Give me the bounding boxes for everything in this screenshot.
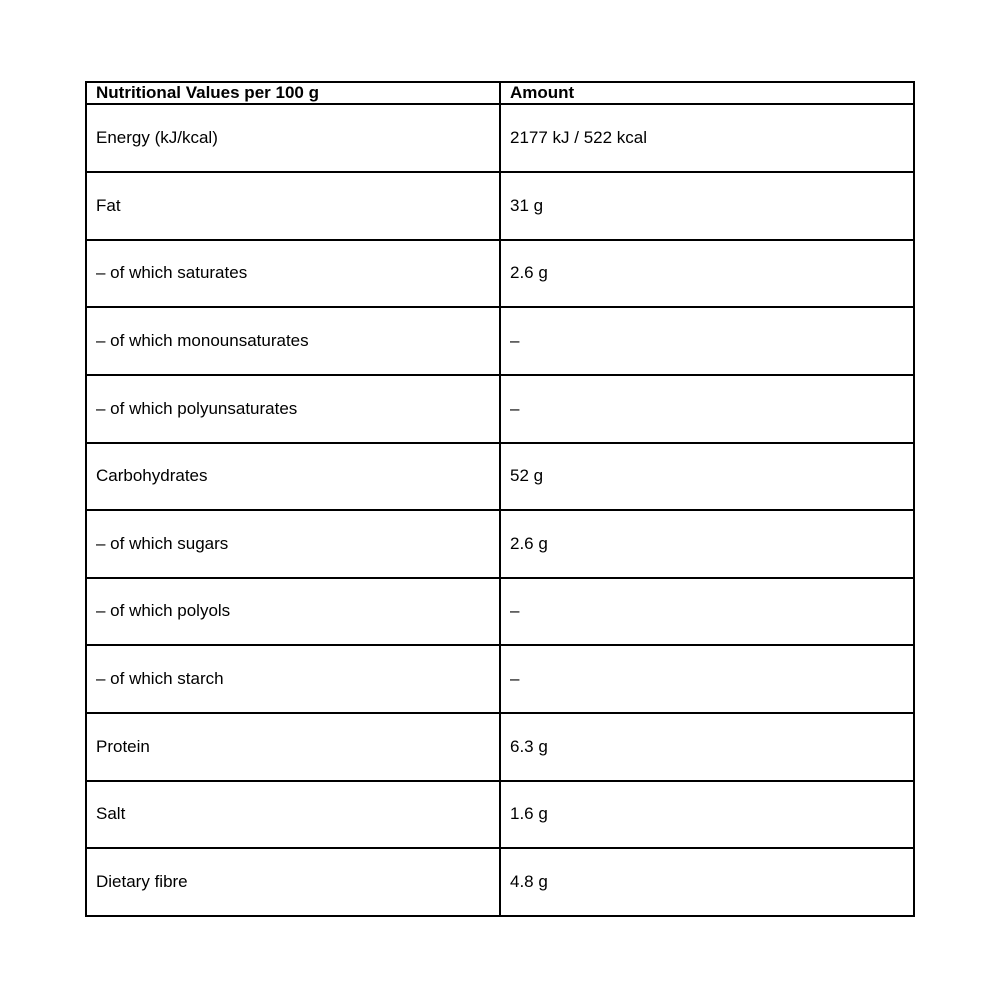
nutrient-label: Salt (86, 781, 500, 849)
nutrition-table (85, 81, 915, 917)
header-nutrient-column: Nutritional Values per 100 g (86, 82, 500, 104)
table-row (86, 307, 914, 375)
table-row (86, 713, 914, 781)
nutrition-table-header (86, 82, 914, 104)
table-row (86, 240, 914, 308)
nutrient-label: Carbohydrates (86, 443, 500, 511)
header-row (86, 82, 914, 104)
nutrient-label: – of which starch (86, 645, 500, 713)
table-row (86, 645, 914, 713)
nutrient-amount: 2177 kJ / 522 kcal (500, 104, 914, 172)
nutrient-label: Protein (86, 713, 500, 781)
nutrient-amount: 31 g (500, 172, 914, 240)
nutrient-amount: – (500, 375, 914, 443)
nutrient-label: Energy (kJ/kcal) (86, 104, 500, 172)
nutrient-label: – of which monounsaturates (86, 307, 500, 375)
table-row (86, 848, 914, 916)
nutrient-amount: 2.6 g (500, 240, 914, 308)
table-row (86, 443, 914, 511)
nutrient-label: – of which sugars (86, 510, 500, 578)
nutrient-amount: 2.6 g (500, 510, 914, 578)
table-row (86, 375, 914, 443)
nutrient-label: Dietary fibre (86, 848, 500, 916)
nutrient-amount: – (500, 307, 914, 375)
nutrient-amount: – (500, 645, 914, 713)
nutrient-label: – of which polyunsaturates (86, 375, 500, 443)
nutrient-amount: – (500, 578, 914, 646)
table-row (86, 781, 914, 849)
nutrition-table-body (86, 104, 914, 916)
table-row (86, 104, 914, 172)
nutrient-label: – of which polyols (86, 578, 500, 646)
header-amount-column: Amount (500, 82, 914, 104)
table-row (86, 578, 914, 646)
nutrient-label: – of which saturates (86, 240, 500, 308)
nutrient-label: Fat (86, 172, 500, 240)
nutrient-amount: 52 g (500, 443, 914, 511)
table-row (86, 510, 914, 578)
nutrient-amount: 6.3 g (500, 713, 914, 781)
nutrient-amount: 1.6 g (500, 781, 914, 849)
nutrient-amount: 4.8 g (500, 848, 914, 916)
table-row (86, 172, 914, 240)
